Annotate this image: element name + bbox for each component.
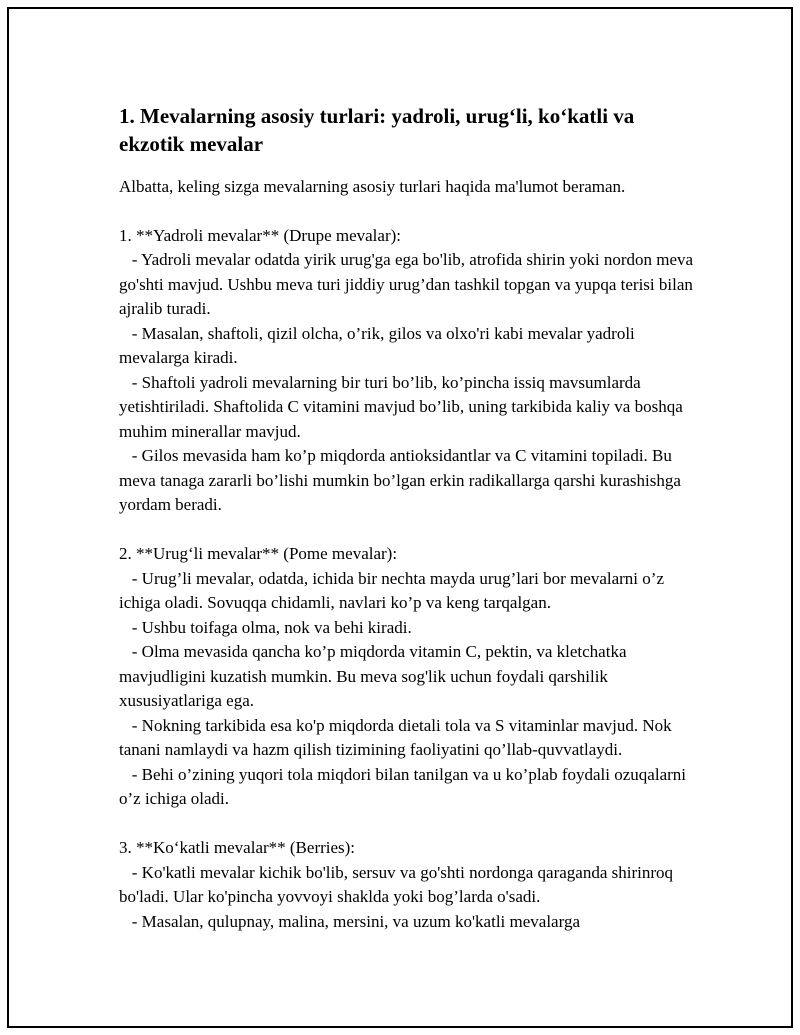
page-frame bbox=[7, 7, 793, 1028]
section-title: 1. **Yadroli mevalar** (Drupe mevalar): bbox=[119, 225, 401, 245]
list-item: - Gilos mevasida ham ko’p miqdorda antioksidantlar va C vitamini topiladi. Bu meva tanaga zararli bo’lishi mumkin bo’lgan erkin radikallarga qarshi kurashishga yordam beradi. bbox=[119, 446, 686, 514]
list-item: - Nokning tarkibida esa ko'p miqdorda dietali tola va S vitaminlar mavjud. Nok tanani namlaydi va hazm qilish tizimining faoliyatini qo’llab-quvvatlaydi. bbox=[119, 715, 676, 759]
list-item: - Shaftoli yadroli mevalarning bir turi bo’lib, ko’pincha issiq mavsumlarda yetishtiriladi. Shaftolida C vitamini mavjud bo’lib, uning tarkibida kaliy va boshqa muhim minerallar mavjud. bbox=[119, 372, 687, 441]
list-item: - Behi o’zining yuqori tola miqdori bilan tanilgan va u ko’plab foydali ozuqalarni o’z ichiga oladi. bbox=[119, 764, 691, 808]
list-item: - Masalan, qulupnay, malina, mersini, va uzum ko'katli mevalarga bbox=[119, 911, 580, 931]
list-item: - Ushbu toifaga olma, nok va behi kiradi. bbox=[119, 617, 412, 637]
list-item: - Urug’li mevalar, odatda, ichida bir nechta mayda urug’lari bor mevalarni o’z ichiga oladi. Sovuqqa chidamli, navlari ko’p va keng tarqalgan. bbox=[119, 568, 669, 612]
list-item: - Masalan, shaftoli, qizil olcha, o’rik, gilos va olxo'ri kabi mevalar yadroli mevalarga kiradi. bbox=[119, 323, 640, 367]
section-title: 3. **Ko‘katli mevalar** (Berries): bbox=[119, 838, 356, 857]
spacer bbox=[119, 199, 704, 224]
section-drupe bbox=[119, 224, 704, 518]
list-item: - Olma mevasida qancha ko’p miqdorda vitamin C, pektin, va kletchatka mavjudligini kuzatish mumkin. Bu meva sog'lik uchun foydali qarshilik xususiyatlariga ega. bbox=[119, 642, 631, 710]
section-title: 2. **Urug‘li mevalar** (Pome mevalar): bbox=[119, 544, 398, 563]
document-heading: 1. Mevalarning asosiy turlari: yadroli, urug‘li, ko‘katli va ekzotik mevalar bbox=[119, 104, 635, 156]
document-body bbox=[119, 102, 704, 934]
section-pome bbox=[119, 542, 704, 812]
list-item: - Ko'katli mevalar kichik bo'lib, sersuv va go'shti nordonga qaraganda shirinroq bo'ladi. Ular ko'pincha yovvoyi shaklda yoki bog’larda o'sadi. bbox=[119, 862, 678, 906]
list-item: - Yadroli mevalar odatda yirik urug'ga ega bo'lib, atrofida shirin yoki nordon meva go'shti mavjud. Ushbu meva turi jiddiy urug’dan tashkil topgan va yupqa terisi bilan ajralib turadi. bbox=[119, 250, 698, 318]
section-berries bbox=[119, 836, 704, 934]
spacer bbox=[119, 812, 704, 837]
spacer bbox=[119, 518, 704, 543]
intro-paragraph: Albatta, keling sizga mevalarning asosiy turlari haqida ma'lumot beraman. bbox=[119, 177, 626, 196]
